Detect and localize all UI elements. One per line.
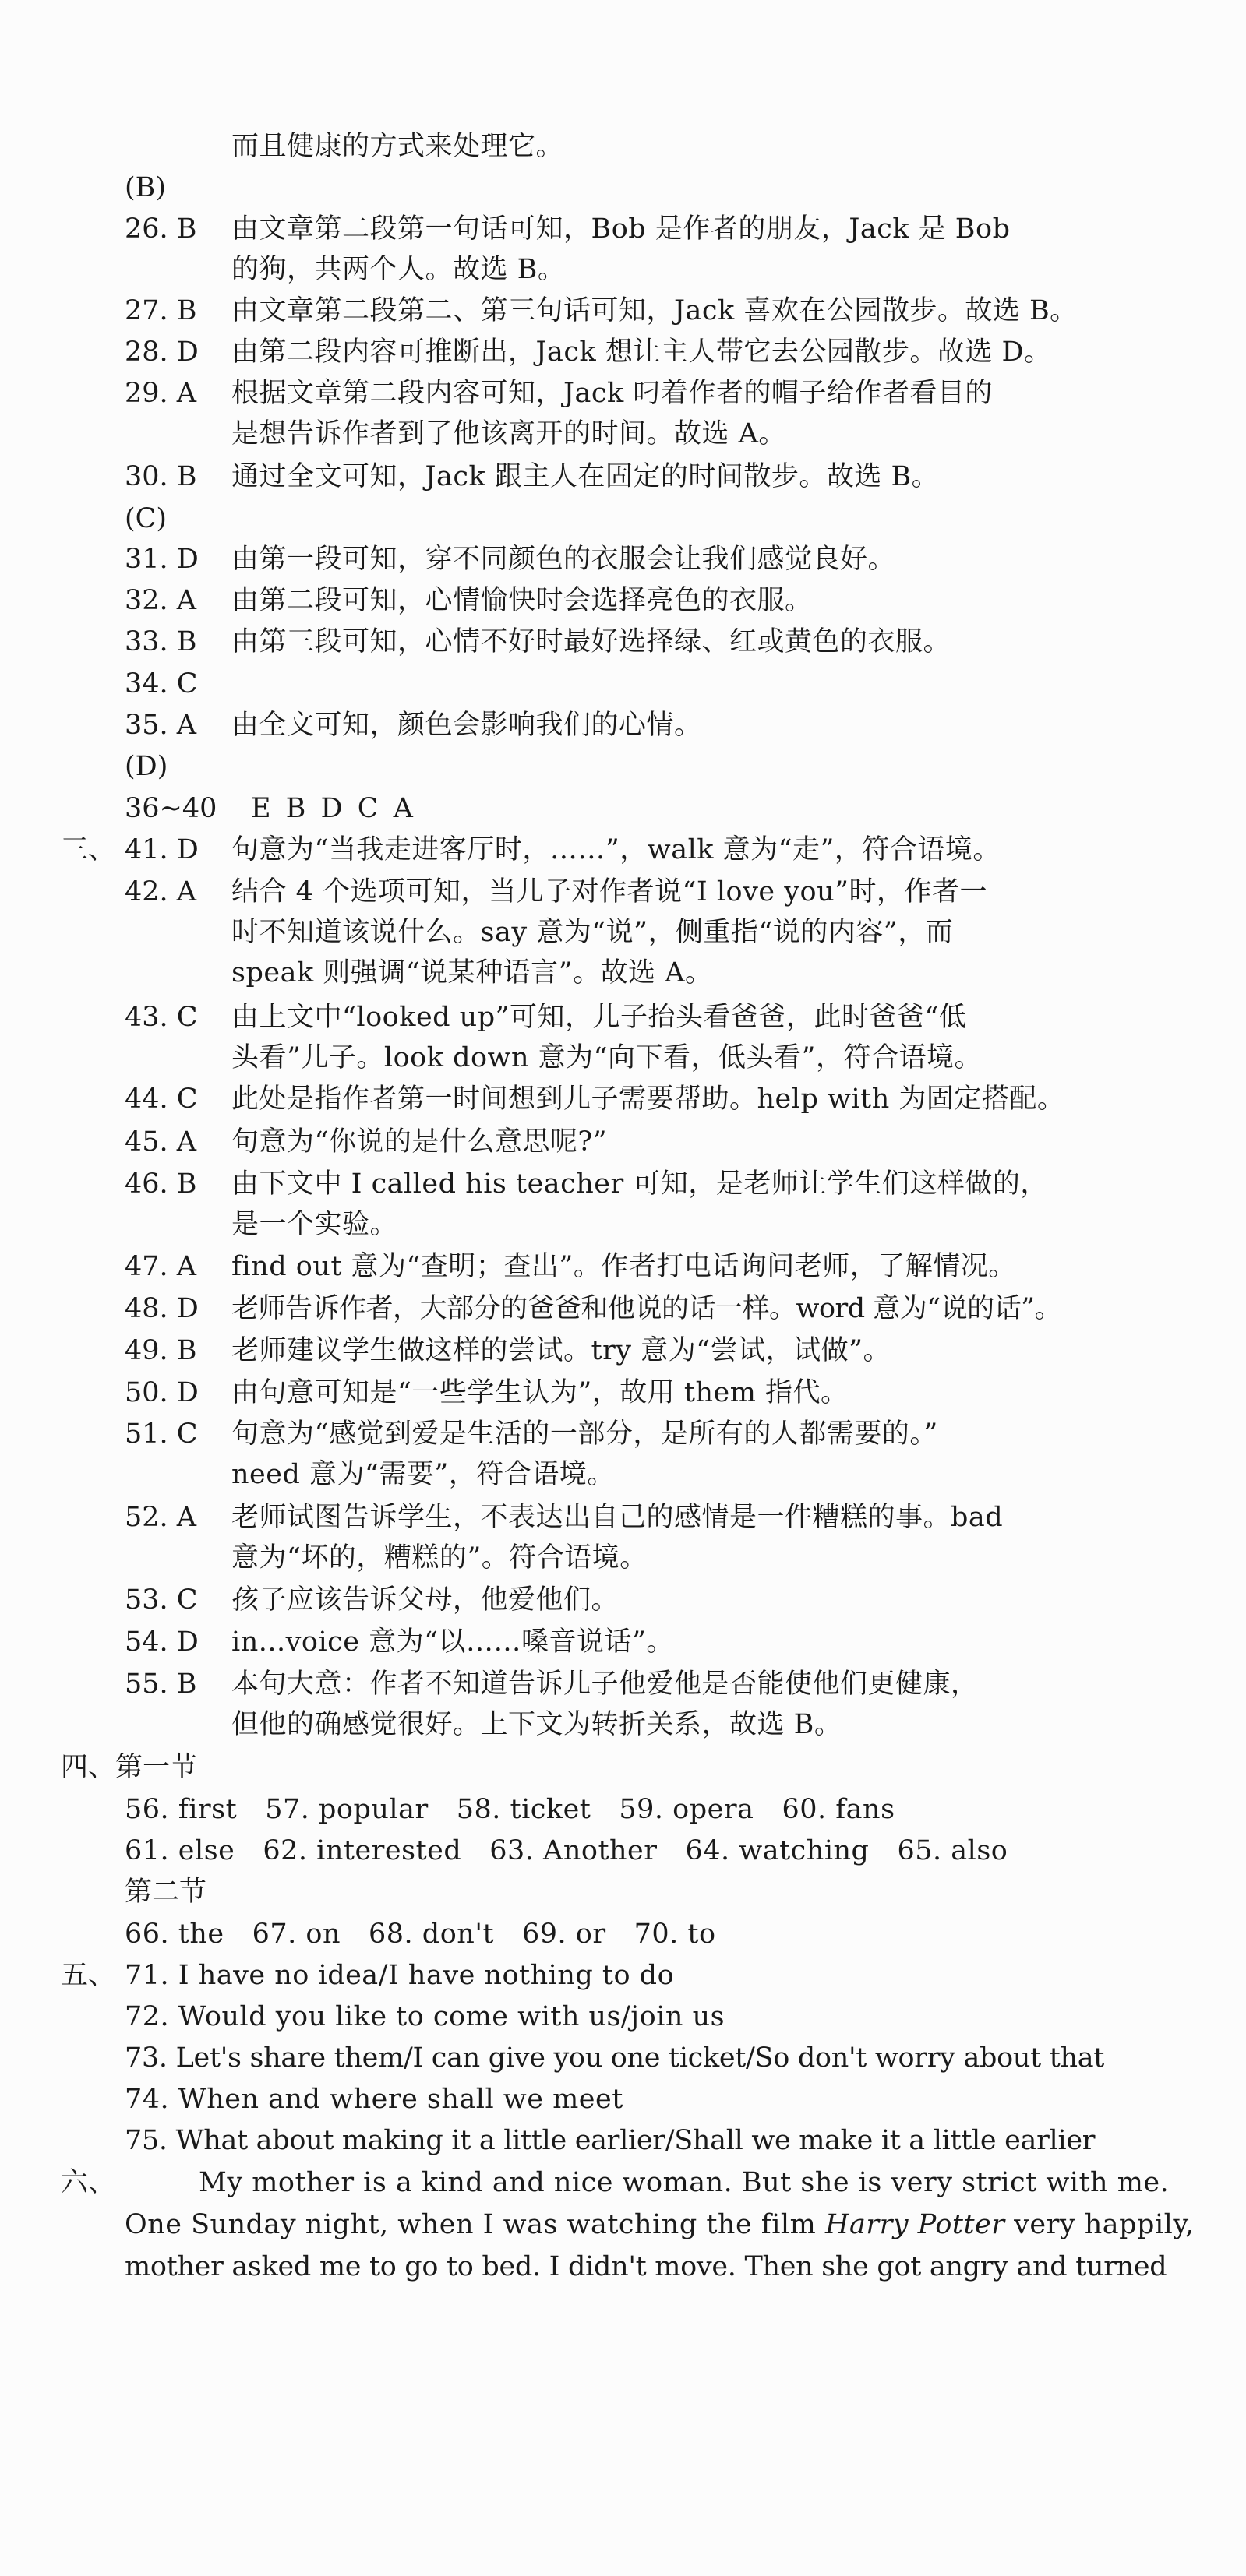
answer-64: 64. watching [685, 1835, 870, 1866]
answer-66: 66. the [125, 1919, 224, 1950]
part-3-label: 三、 [61, 834, 116, 865]
q27-number: 27. B [125, 295, 197, 326]
part-4-label: 四、第一节 [61, 1752, 198, 1783]
q26-explanation-line-2: 的狗，共两个人。故选 B。 [231, 254, 566, 285]
q53-number: 53. C [125, 1584, 198, 1616]
answer-65: 65. also [897, 1835, 1008, 1866]
q42-explanation-line-1: 结合 4 个选项可知，当儿子对作者说“I love you”时，作者一 [231, 876, 988, 907]
q33-explanation: 由第三段可知，心情不好时最好选择绿、红或黄色的衣服。 [231, 626, 951, 657]
answers-56-60 [125, 1789, 895, 1830]
q31-number: 31. D [125, 544, 199, 575]
q35-explanation: 由全文可知，颜色会影响我们的心情。 [231, 710, 702, 741]
q29-explanation-line-1: 根据文章第二段内容可知，Jack 叼着作者的帽子给作者看目的 [231, 378, 993, 409]
answer-59: 59. opera [619, 1794, 754, 1825]
q42-number: 42. A [125, 876, 197, 907]
answers-66-70 [125, 1914, 716, 1954]
q42-explanation-line-2: 时不知道该说什么。say 意为“说”，侧重指“说的内容”，而 [231, 917, 954, 948]
q42-explanation-line-3: speak 则强调“说某种语言”。故选 A。 [231, 957, 713, 988]
q26-number: 26. B [125, 213, 197, 245]
answer-60: 60. fans [782, 1794, 895, 1825]
answer-71: 71. I have no idea/I have nothing to do [125, 1960, 675, 1991]
answer-75: 75. What about making it a little earlier/Shall we make it a little earlier [125, 2125, 1096, 2156]
q35-number: 35. A [125, 710, 197, 741]
essay-line-2-start: One Sunday night, when I was watching the film [125, 2209, 825, 2240]
q51-explanation-line-2: need 意为“需要”，符合语境。 [231, 1459, 615, 1490]
answer-73: 73. Let's share them/I can give you one ticket/So don't worry about that [125, 2042, 1105, 2074]
answer-63: 63. Another [489, 1835, 658, 1866]
q45-number: 45. A [125, 1126, 197, 1158]
q45-explanation: 句意为“你说的是什么意思呢?” [231, 1126, 608, 1158]
section-d-label: (D) [125, 751, 168, 782]
q52-explanation-line-1: 老师试图告诉学生，不表达出自己的感情是一件糟糕的事。bad [231, 1502, 1004, 1533]
part-6-label: 六、 [61, 2167, 116, 2198]
q52-number: 52. A [125, 1502, 197, 1533]
answer-67: 67. on [252, 1919, 341, 1950]
q50-explanation: 由句意可知是“一些学生认为”，故用 them 指代。 [231, 1377, 849, 1408]
q52-explanation-line-2: 意为“坏的，糟糕的”。符合语境。 [231, 1542, 648, 1573]
q31-explanation: 由第一段可知，穿不同颜色的衣服会让我们感觉良好。 [231, 544, 896, 575]
film-title: Harry Potter [824, 2209, 1005, 2240]
answer-57: 57. popular [265, 1794, 429, 1825]
q53-explanation: 孩子应该告诉父母，他爱他们。 [231, 1584, 619, 1616]
q44-number: 44. C [125, 1084, 198, 1115]
continuation-line: 而且健康的方式来处理它。 [231, 131, 564, 162]
q43-explanation-line-1: 由上文中“looked up”可知，儿子抬头看爸爸，此时爸爸“低 [231, 1002, 967, 1033]
q41-explanation: 句意为“当我走进客厅时，……”，walk 意为“走”，符合语境。 [231, 834, 1001, 865]
q46-explanation-line-2: 是一个实验。 [231, 1209, 398, 1240]
sub-section-2-label: 第二节 [125, 1876, 207, 1908]
essay-line-2 [125, 2204, 1195, 2245]
section-c-label: (C) [125, 503, 168, 534]
q51-number: 51. C [125, 1418, 198, 1450]
essay-line-3: mother asked me to go to bed. I didn't move. Then she got angry and turned [125, 2251, 1167, 2282]
q49-number: 49. B [125, 1335, 197, 1366]
q26-explanation-line-1: 由文章第二段第一句话可知，Bob 是作者的朋友，Jack 是 Bob [231, 213, 1011, 245]
q34-number: 34. C [125, 668, 198, 700]
answer-58: 58. ticket [456, 1794, 591, 1825]
q54-explanation: in...voice 意为“以……嗓音说话”。 [231, 1626, 674, 1658]
answers-61-65 [125, 1831, 1008, 1871]
q55-explanation-line-1: 本句大意：作者不知道告诉儿子他爱他是否能使他们更健康， [231, 1669, 979, 1700]
section-b-label: (B) [125, 172, 167, 203]
q48-number: 48. D [125, 1293, 199, 1324]
q29-explanation-line-2: 是想告诉作者到了他该离开的时间。故选 A。 [231, 418, 786, 449]
answer-74: 74. When and where shall we meet [125, 2084, 623, 2115]
answer-70: 70. to [634, 1919, 716, 1950]
q27-explanation: 由文章第二段第二、第三句话可知，Jack 喜欢在公园散步。故选 B。 [231, 295, 1078, 326]
q36-40-answers: E B D C A [251, 793, 416, 824]
q47-explanation: find out 意为“查明；查出”。作者打电话询问老师，了解情况。 [231, 1251, 1016, 1282]
q43-number: 43. C [125, 1002, 198, 1033]
q30-explanation: 通过全文可知，Jack 跟主人在固定的时间散步。故选 B。 [231, 461, 940, 492]
q48-explanation: 老师告诉作者，大部分的爸爸和他说的话一样。word 意为“说的话”。 [231, 1293, 1062, 1324]
q32-explanation: 由第二段可知，心情愉快时会选择亮色的衣服。 [231, 585, 813, 616]
q46-number: 46. B [125, 1168, 197, 1200]
q30-number: 30. B [125, 461, 197, 492]
answer-61: 61. else [125, 1835, 235, 1866]
q44-explanation: 此处是指作者第一时间想到儿子需要帮助。help with 为固定搭配。 [231, 1084, 1065, 1115]
essay-line-2-end: very happily, [1004, 2209, 1195, 2240]
answer-56: 56. first [125, 1794, 238, 1825]
q50-number: 50. D [125, 1377, 199, 1408]
q28-explanation: 由第二段内容可推断出，Jack 想让主人带它去公园散步。故选 D。 [231, 337, 1052, 368]
q29-number: 29. A [125, 378, 197, 409]
q28-number: 28. D [125, 337, 199, 368]
answer-72: 72. Would you like to come with us/join us [125, 2001, 725, 2032]
q32-number: 32. A [125, 585, 197, 616]
q49-explanation: 老师建议学生做这样的尝试。try 意为“尝试，试做”。 [231, 1335, 891, 1366]
essay-line-1: My mother is a kind and nice woman. But she is very strict with me. [199, 2167, 1170, 2198]
q41-number: 41. D [125, 834, 199, 865]
q36-40-number: 36~40 [125, 793, 217, 824]
part-5-label: 五、 [61, 1960, 116, 1991]
answer-62: 62. interested [263, 1835, 462, 1866]
q46-explanation-line-1: 由下文中 I called his teacher 可知，是老师让学生们这样做的， [231, 1168, 1048, 1200]
q54-number: 54. D [125, 1626, 199, 1658]
q43-explanation-line-2: 头看”儿子。look down 意为“向下看，低头看”，符合语境。 [231, 1042, 982, 1073]
q51-explanation-line-1: 句意为“感觉到爱是生活的一部分，是所有的人都需要的。” [231, 1418, 938, 1450]
answer-68: 68. don't [369, 1919, 495, 1950]
q47-number: 47. A [125, 1251, 197, 1282]
q55-number: 55. B [125, 1669, 197, 1700]
q33-number: 33. B [125, 626, 197, 657]
answer-69: 69. or [522, 1919, 606, 1950]
q55-explanation-line-2: 但他的确感觉很好。上下文为转折关系，故选 B。 [231, 1709, 842, 1740]
